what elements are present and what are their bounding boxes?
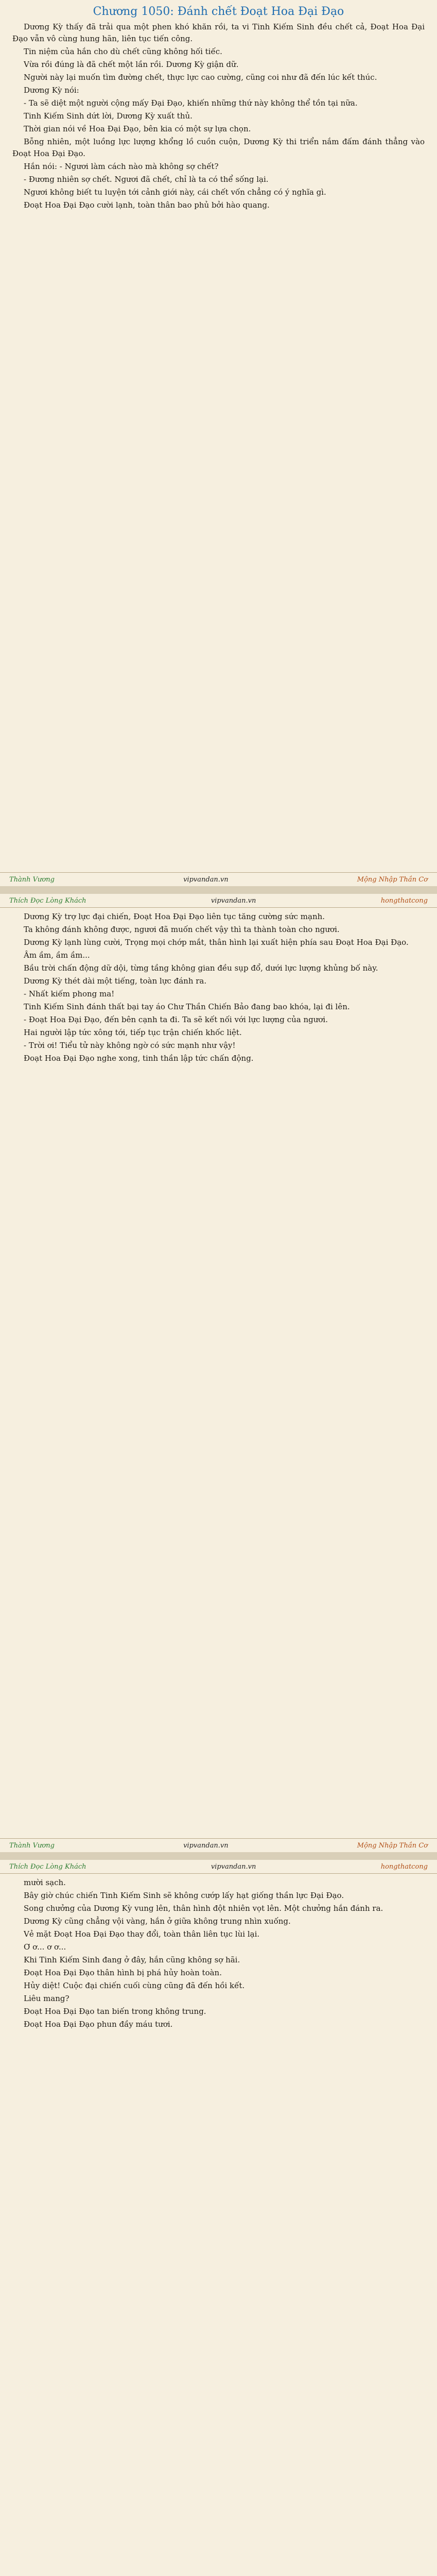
paragraph: Đoạt Hoa Đại Đạo nghe xong, tinh thần lập tức chấn động. — [24, 1054, 254, 1063]
header-right: hongthatcong — [380, 1862, 428, 1871]
paragraph: Ơ ơ... ơ ơ... — [24, 1942, 66, 1952]
paragraph: - Nhất kiếm phong ma! — [24, 989, 115, 998]
header-site[interactable]: vipvandan.vn — [211, 1862, 256, 1871]
paragraph: Âm ầm, ầm ầm... — [24, 951, 90, 960]
paragraph: Hai người lập tức xông tới, tiếp tục trận chiến khốc liệt. — [24, 1028, 242, 1037]
page-header — [0, 894, 437, 908]
paragraph: Song chưởng của Dương Kỳ vung lên, thân hình đột nhiên vọt lên. Một chưởng hắn đánh ra. — [24, 1904, 383, 1913]
paragraph: - Đoạt Hoa Đại Đạo, đến bên cạnh ta đi. Ta sẽ kết nối với lực lượng của ngươi. — [24, 1015, 328, 1024]
page-2-text — [0, 908, 437, 1828]
paragraph: - Ta sẽ diệt một người cộng mấy Đại Đạo, khiến những thứ này không thể tồn tại nữa. — [24, 98, 358, 108]
paragraph: Thời gian nói về Hoa Đại Đạo, bên kia có một sự lựa chọn. — [24, 124, 251, 133]
page-3 — [0, 1860, 437, 2576]
paragraph: Vẻ mặt Đoạt Hoa Đại Đạo thay đổi, toàn thân liên tục lùi lại. — [24, 1929, 260, 1939]
page-3-text — [0, 1874, 437, 2576]
page-1-text — [0, 21, 437, 876]
page-2 — [0, 894, 437, 1852]
header-left: Thích Đọc Lòng Khách — [9, 1862, 86, 1871]
paragraph: Bây giờ chúc chiến Tinh Kiếm Sinh sẽ không cướp lấy hạt giống thần lực Đại Đạo. — [24, 1891, 344, 1900]
page-separator — [0, 886, 437, 894]
paragraph: Bỗng nhiên, một luồng lực lượng khổng lồ cuồn cuộn, Dương Kỳ thi triển nắm đấm đánh thẳng vào Đoạt Hoa Đại Đạo. — [12, 137, 425, 158]
paragraph: Hắn nói: - Ngươi làm cách nào mà không sợ chết? — [24, 162, 219, 171]
paragraph: Ta không đánh không được, ngươi đã muốn chết vậy thì ta thành toàn cho ngươi. — [24, 925, 340, 934]
paragraph: Dương Kỳ thấy đã trải qua một phen khó khăn rồi, ta vi Tinh Kiếm Sinh đều chết cả, Đoạt Hoa Đại Đạo vẫn vô cùng hung hãn, liên tục tiến công. — [12, 22, 425, 43]
paragraph: Đoạt Hoa Đại Đạo tan biến trong không trung. — [24, 2007, 206, 2016]
paragraph: Đoạt Hoa Đại Đạo thân hình bị phá hủy hoàn toàn. — [24, 1968, 222, 1977]
paragraph: Vừa rồi đúng là đã chết một lần rồi. Dương Kỳ giận dữ. — [24, 60, 239, 69]
paragraph: Khi Tinh Kiếm Sinh đang ở đây, hắn cũng không sợ hãi. — [24, 1955, 240, 1964]
paragraph: Đoạt Hoa Đại Đạo phun đầy máu tươi. — [24, 2020, 173, 2029]
paragraph: Dương Kỳ lạnh lùng cười, Trọng mọi chớp mắt, thân hình lại xuất hiện phía sau Đoạt Hoa Đại Đạo. — [24, 938, 409, 947]
footer-left: Thành Vương — [9, 875, 55, 884]
paragraph: Dương Kỳ trợ lực đại chiến, Đoạt Hoa Đại Đạo liên tục tăng cường sức mạnh. — [24, 912, 325, 921]
footer-right: Mộng Nhập Thần Cơ — [357, 875, 428, 884]
paragraph: Tin niệm của hắn cho dù chết cũng không hối tiếc. — [24, 47, 222, 56]
paragraph: Người này lại muốn tìm đường chết, thực lực cao cường, cũng coi như đã đến lúc kết thúc. — [24, 73, 377, 82]
header-left: Thích Đọc Lòng Khách — [9, 896, 86, 905]
footer-site[interactable]: vipvandan.vn — [183, 1841, 229, 1850]
page-1 — [0, 0, 437, 886]
page-footer — [0, 1838, 437, 1852]
header-right: hongthatcong — [380, 896, 428, 905]
footer-left: Thành Vương — [9, 1841, 55, 1850]
paragraph: Bầu trời chấn động dữ dội, từng tầng không gian đều sụp đổ, dưới lực lượng khủng bố này. — [24, 963, 378, 973]
paragraph: - Đương nhiên sợ chết. Ngươi đã chết, chỉ là ta có thể sống lại. — [24, 175, 269, 184]
chapter-title: Chương 1050: Đánh chết Đoạt Hoa Đại Đạo — [93, 5, 344, 18]
footer-right: Mộng Nhập Thần Cơ — [357, 1841, 428, 1850]
footer-site[interactable]: vipvandan.vn — [183, 875, 229, 884]
paragraph: Ngươi không biết tu luyện tới cảnh giới này, cái chết vốn chẳng có ý nghĩa gì. — [24, 188, 326, 197]
page-separator — [0, 1852, 437, 1860]
paragraph: Dương Kỳ thét dài một tiếng, toàn lực đánh ra. — [24, 976, 207, 986]
paragraph: Đoạt Hoa Đại Đạo cười lạnh, toàn thân bao phủ bởi hào quang. — [24, 200, 270, 210]
paragraph: Dương Kỳ nói: — [24, 86, 79, 95]
paragraph: mười sạch. — [24, 1878, 66, 1887]
paragraph: Hủy diệt! Cuộc đại chiến cuối cùng cũng đã đến hồi kết. — [24, 1981, 245, 1990]
paragraph: Dương Kỳ cũng chẳng vội vàng, hắn ở giữa không trung nhìn xuống. — [24, 1917, 291, 1926]
paragraph: Tinh Kiếm Sinh đánh thất bại tay áo Chư Thần Chiến Bảo đang bao khóa, lại đi lên. — [24, 1002, 350, 1011]
page-footer — [0, 872, 437, 886]
paragraph: Tinh Kiếm Sinh dứt lời, Dương Kỳ xuất thủ. — [24, 111, 193, 121]
paragraph: Liêu mang? — [24, 1994, 69, 2003]
page-header — [0, 1860, 437, 1874]
header-site[interactable]: vipvandan.vn — [211, 896, 256, 905]
paragraph: - Trời ơi! Tiểu tử này không ngờ có sức mạnh như vậy! — [24, 1041, 236, 1050]
